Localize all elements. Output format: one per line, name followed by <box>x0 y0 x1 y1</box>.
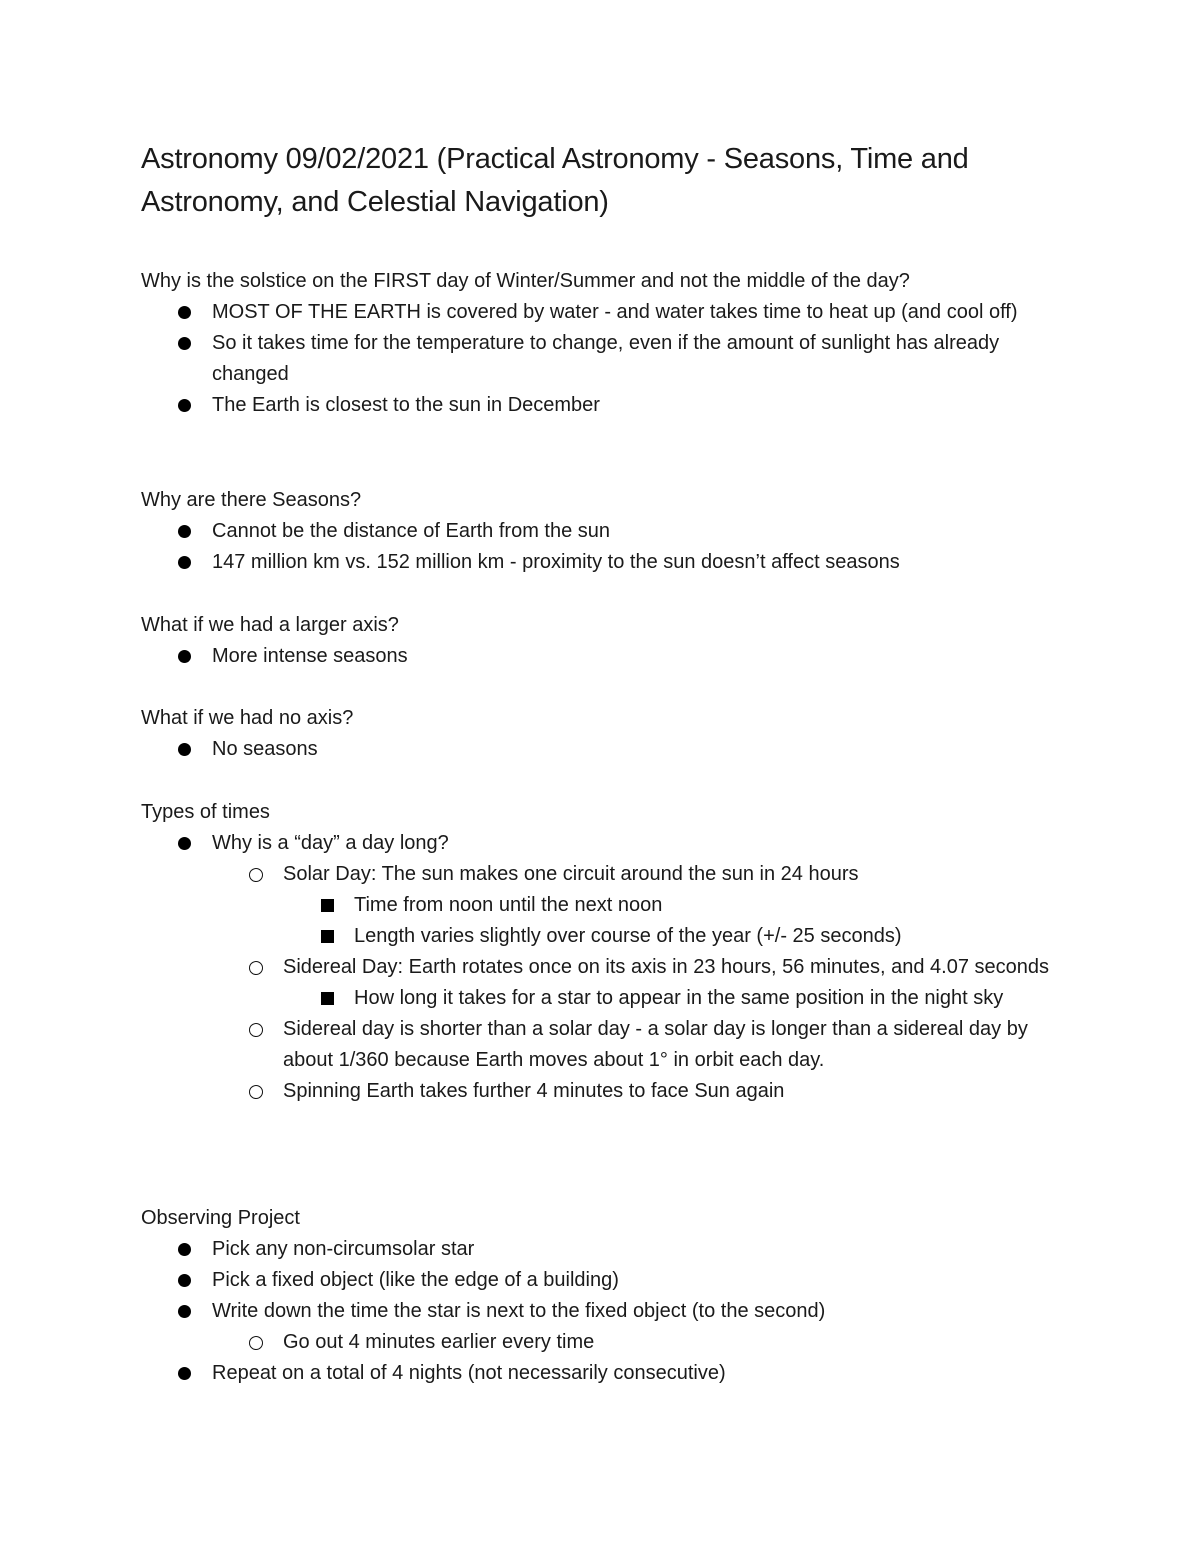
list-item <box>141 1234 1057 1265</box>
list-item <box>141 1296 1057 1358</box>
list-item <box>141 828 1057 1107</box>
list-item-text: MOST OF THE EARTH is covered by water - and water takes time to heat up (and cool off) <box>212 301 1018 323</box>
bullet-disc-icon <box>178 837 191 850</box>
sub-sub-list <box>283 890 1057 952</box>
bullet-circle-icon <box>249 1085 263 1099</box>
bullet-circle-icon <box>249 1023 263 1037</box>
sub-list-item-text: Sidereal Day: Earth rotates once on its axis in 23 hours, 56 minutes, and 4.07 seconds <box>283 956 1049 978</box>
section-no-axis <box>141 703 1101 765</box>
bullet-disc-icon <box>178 399 191 412</box>
list-item <box>141 390 1057 421</box>
sub-sub-list-item <box>283 921 1057 952</box>
sub-list-item <box>212 859 1057 952</box>
sub-list-item-text: Spinning Earth takes further 4 minutes to face Sun again <box>283 1080 785 1102</box>
section-observing-project <box>141 1203 1101 1389</box>
bullet-list <box>141 297 1101 421</box>
section-heading: Observing Project <box>141 1207 300 1229</box>
bullet-circle-icon <box>249 1336 263 1350</box>
list-item-text: 147 million km vs. 152 million km - proximity to the sun doesn’t affect seasons <box>212 551 900 573</box>
section-solstice <box>141 266 1101 421</box>
section-heading: Types of times <box>141 801 270 823</box>
list-item-text: More intense seasons <box>212 645 408 667</box>
bullet-disc-icon <box>178 1274 191 1287</box>
sub-sub-list-item <box>283 983 1057 1014</box>
list-item <box>141 734 1057 765</box>
list-item <box>141 641 1057 672</box>
sub-sub-list-item <box>283 890 1057 921</box>
bullet-list <box>141 641 1101 672</box>
bullet-disc-icon <box>178 1243 191 1256</box>
list-item <box>141 1265 1057 1296</box>
section-seasons <box>141 485 1101 578</box>
bullet-disc-icon <box>178 306 191 319</box>
section-heading: Why are there Seasons? <box>141 489 362 511</box>
bullet-circle-icon <box>249 961 263 975</box>
section-larger-axis <box>141 610 1101 672</box>
list-item-text: So it takes time for the temperature to change, even if the amount of sunlight has already changed <box>212 332 1000 385</box>
bullet-disc-icon <box>178 556 191 569</box>
bullet-disc-icon <box>178 743 191 756</box>
list-item <box>141 297 1057 328</box>
bullet-disc-icon <box>178 1367 191 1380</box>
sub-list-item-text: Go out 4 minutes earlier every time <box>283 1331 595 1353</box>
bullet-square-icon <box>321 992 334 1005</box>
section-heading: What if we had no axis? <box>141 707 354 729</box>
sub-sub-list-item-text: How long it takes for a star to appear in the same position in the night sky <box>354 987 1004 1009</box>
bullet-disc-icon <box>178 1305 191 1318</box>
sub-list-item <box>212 1014 1057 1076</box>
sub-sub-list-item-text: Length varies slightly over course of the year (+/- 25 seconds) <box>354 925 902 947</box>
list-item-text: Pick any non-circumsolar star <box>212 1238 475 1260</box>
sub-list-item-text: Sidereal day is shorter than a solar day - a solar day is longer than a sidereal day by about 1/360 because Earth moves about 1° in orbit each day. <box>283 1018 1028 1071</box>
bullet-circle-icon <box>249 868 263 882</box>
bullet-list <box>141 516 1101 578</box>
list-item-text: Repeat on a total of 4 nights (not necessarily consecutive) <box>212 1362 726 1384</box>
section-heading: Why is the solstice on the FIRST day of Winter/Summer and not the middle of the day? <box>141 270 910 292</box>
list-item-text: The Earth is closest to the sun in December <box>212 394 600 416</box>
bullet-disc-icon <box>178 337 191 350</box>
section-heading: What if we had a larger axis? <box>141 614 399 636</box>
sub-list <box>212 1327 1057 1358</box>
sub-list <box>212 859 1057 1107</box>
list-item-text: No seasons <box>212 738 318 760</box>
bullet-list <box>141 734 1101 765</box>
sub-list-item <box>212 1327 1057 1358</box>
sub-list-item <box>212 1076 1057 1107</box>
list-item <box>141 328 1057 390</box>
list-item-text: Cannot be the distance of Earth from the sun <box>212 520 611 542</box>
list-item <box>141 547 1057 578</box>
bullet-square-icon <box>321 930 334 943</box>
list-item <box>141 516 1057 547</box>
sub-list-item <box>212 952 1057 1014</box>
sub-sub-list <box>283 983 1057 1014</box>
list-item-text: Why is a “day” a day long? <box>212 832 449 854</box>
bullet-disc-icon <box>178 650 191 663</box>
document-title: Astronomy 09/02/2021 (Practical Astronomy - Seasons, Time and Astronomy, and Celestial Navigation) <box>141 143 969 218</box>
bullet-list <box>141 1234 1101 1389</box>
sub-sub-list-item-text: Time from noon until the next noon <box>354 894 663 916</box>
bullet-square-icon <box>321 899 334 912</box>
list-item-text: Write down the time the star is next to the fixed object (to the second) <box>212 1300 826 1322</box>
bullet-list <box>141 828 1101 1107</box>
sub-list-item-text: Solar Day: The sun makes one circuit around the sun in 24 hours <box>283 863 859 885</box>
bullet-disc-icon <box>178 525 191 538</box>
list-item <box>141 1358 1057 1389</box>
list-item-text: Pick a fixed object (like the edge of a building) <box>212 1269 619 1291</box>
section-types-of-times <box>141 797 1101 1107</box>
